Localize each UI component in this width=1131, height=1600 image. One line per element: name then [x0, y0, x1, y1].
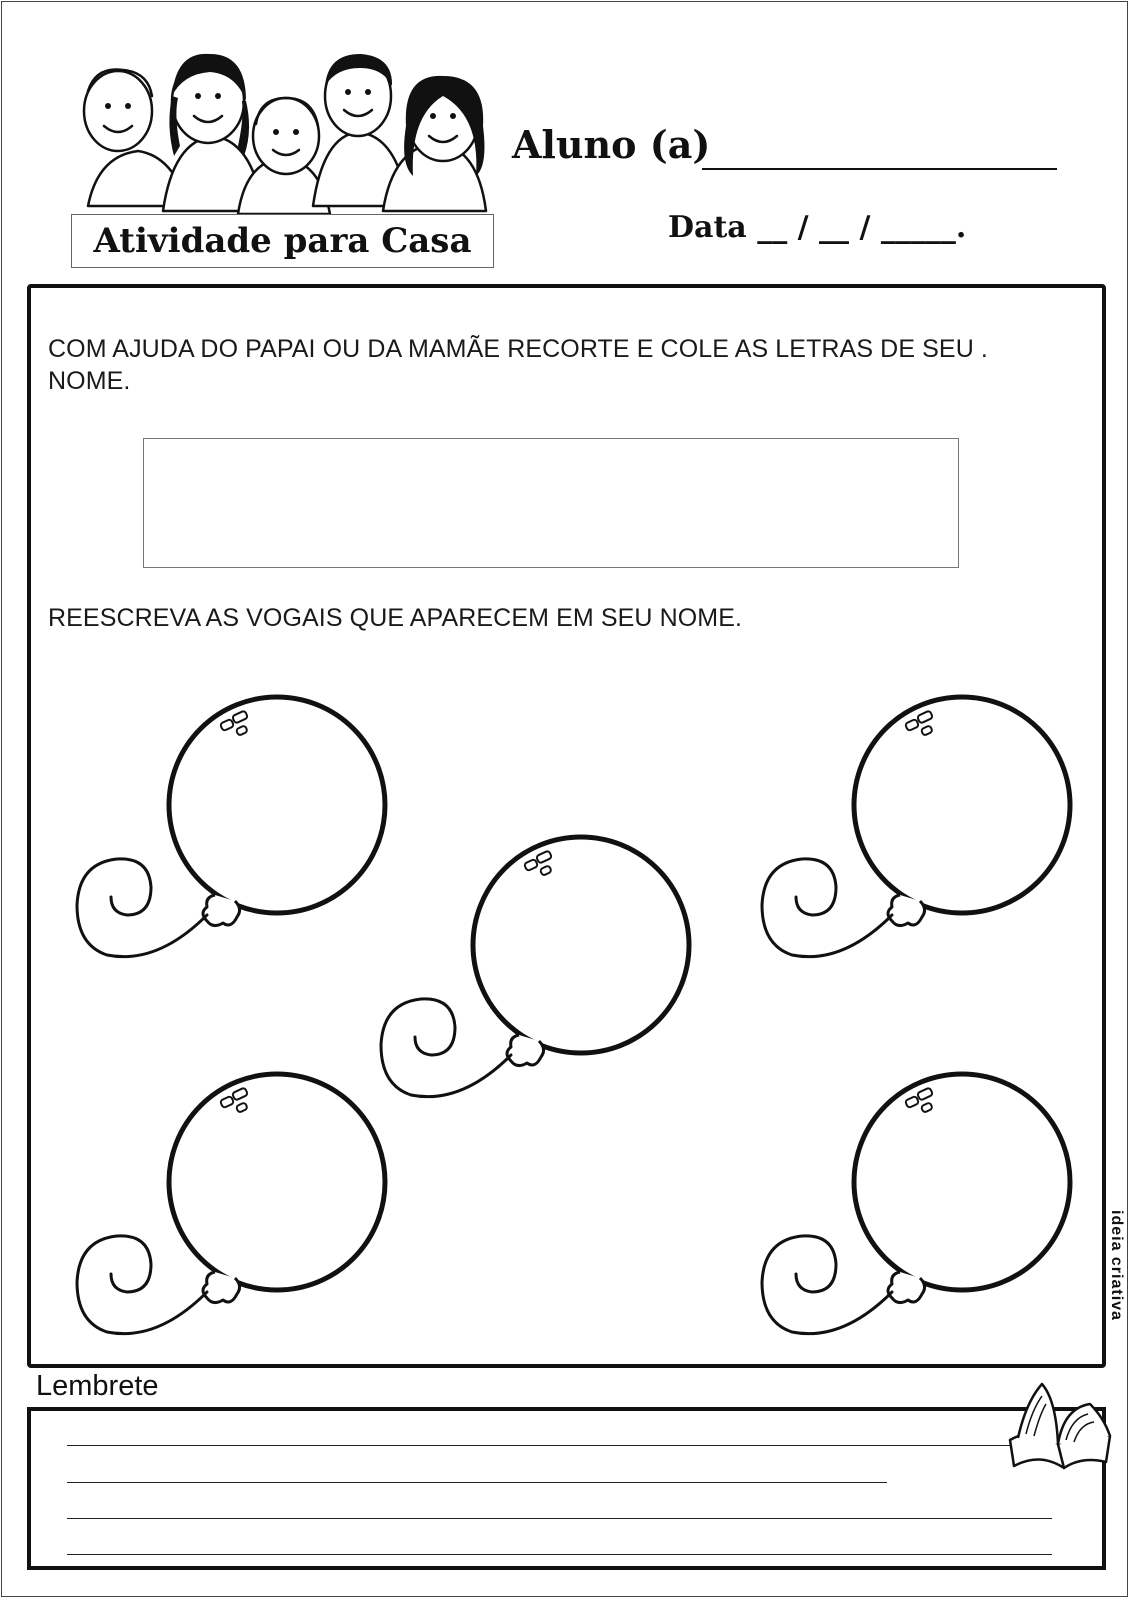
balloon-icon[interactable] [77, 697, 385, 957]
balloon-icon[interactable] [381, 837, 689, 1097]
reminder-line[interactable] [67, 1554, 1052, 1555]
brand-side-label: ideia criativa [1108, 1210, 1125, 1321]
reminder-line[interactable] [67, 1482, 887, 1483]
reminder-title: Lembrete [36, 1370, 159, 1402]
activity-banner: Atividade para Casa [71, 214, 494, 268]
student-name-label: Aluno (a) [512, 122, 711, 167]
open-book-icon [1004, 1378, 1116, 1474]
balloon-icon[interactable] [762, 1074, 1070, 1334]
instruction-cut-paste-line1: COM AJUDA DO PAPAI OU DA MAMÃE RECORTE E COLE AS LETRAS DE SEU . [48, 335, 988, 363]
reminder-box [27, 1407, 1106, 1570]
instruction-cut-paste-line2: NOME. [48, 367, 131, 395]
instruction-vowels: REESCREVA AS VOGAIS QUE APARECEM EM SEU NOME. [48, 604, 743, 632]
reminder-line[interactable] [67, 1518, 1052, 1519]
balloon-icon[interactable] [77, 1074, 385, 1334]
reminder-line[interactable] [67, 1445, 1017, 1446]
balloon-icon[interactable] [762, 697, 1070, 957]
date-field[interactable]: Data __ / __ / _____. [668, 210, 967, 245]
